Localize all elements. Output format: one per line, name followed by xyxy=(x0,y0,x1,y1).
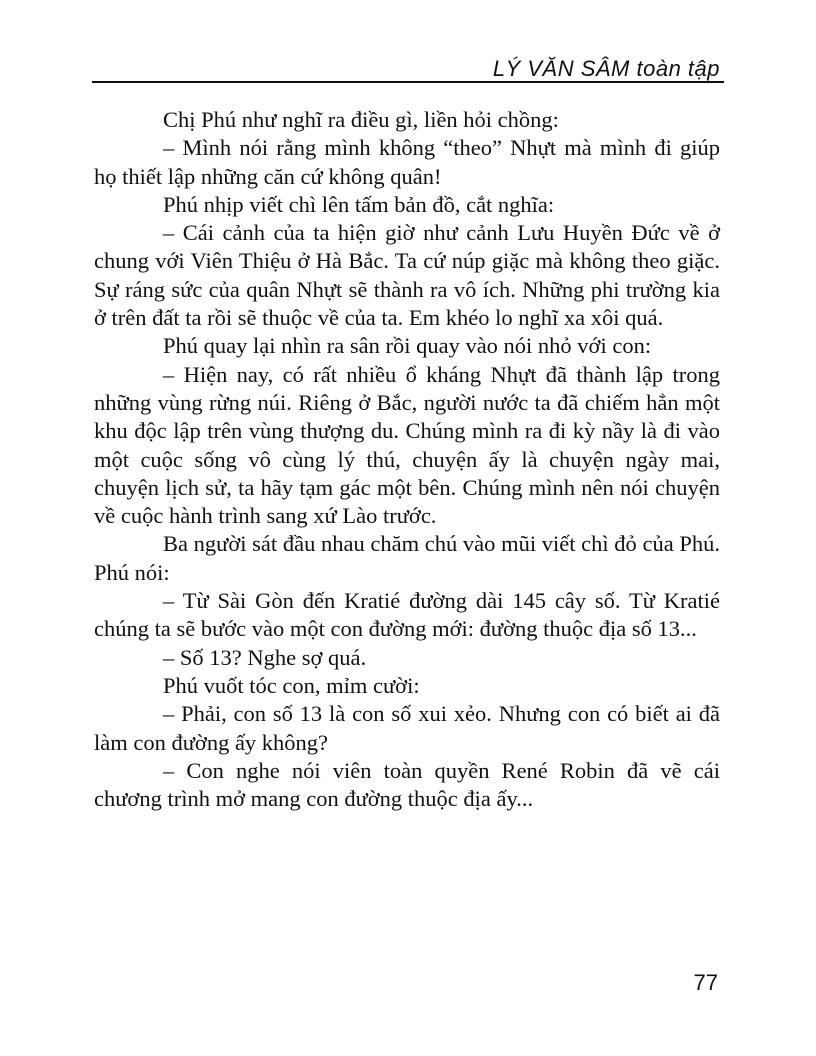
header-title: LÝ VĂN SÂM toàn tập xyxy=(492,56,720,81)
paragraph: – Số 13? Nghe sợ quá. xyxy=(163,644,367,670)
paragraph: Phú nhịp viết chì lên tấm bản đồ, cắt nghĩa: xyxy=(163,191,555,217)
paragraph: Ba người sát đầu nhau chăm chú vào mũi viết chì đỏ của Phú. Phú nói: xyxy=(94,531,720,585)
paragraph: Phú quay lại nhìn ra sân rồi quay vào nói nhỏ với con: xyxy=(163,333,652,359)
paragraph: Chị Phú như nghĩ ra điều gì, liền hỏi chồng: xyxy=(163,107,559,132)
paragraph: – Hiện nay, có rất nhiều ổ kháng Nhựt đã thành lập trong những vùng rừng núi. Riêng ở Bắc, người nước ta đã chiếm hẳn một khu độc lập trên vùng thượng du. Chúng mình ra đi kỳ nầy là đi vào một cuộc sống vô cùng lý thú, chuyện ấy là chuyện ngày mai, chuyện lịch sử, ta hãy tạm gác một bên. Chúng mình nên nói chuyện về cuộc hành trình sang xứ Lào trước. xyxy=(94,361,720,529)
paragraph: Phú vuốt tóc con, mỉm cười: xyxy=(163,672,420,698)
paragraph: – Cái cảnh của ta hiện giờ như cảnh Lưu Huyền Đức về ở chung với Viên Thiệu ở Hà Bắc. Ta cứ núp giặc mà không theo giặc. Sự ráng sức của quân Nhựt sẽ thành ra vô ích. Những phi trường kia ở trên đất ta rồi sẽ thuộc về của ta. Em khéo lo nghĩ xa xôi quá. xyxy=(94,220,720,331)
body-text xyxy=(94,106,720,813)
paragraph: – Phải, con số 13 là con số xui xẻo. Nhưng con có biết ai đã làm con đường ấy không? xyxy=(94,701,720,755)
paragraph: – Mình nói rằng mình không “theo” Nhựt mà mình đi giúp họ thiết lập những căn cứ không quân! xyxy=(94,135,720,189)
paragraph: – Con nghe nói viên toàn quyền René Robin đã vẽ cái chương trình mở mang con đường thuộc địa ấy... xyxy=(94,757,720,812)
header-rule xyxy=(92,81,724,83)
paragraph: – Từ Sài Gòn đến Kratié đường dài 145 cây số. Từ Kratié chúng ta sẽ bước vào một con đường mới: đường thuộc địa số 13... xyxy=(94,588,720,642)
page-number: 77 xyxy=(693,970,718,995)
